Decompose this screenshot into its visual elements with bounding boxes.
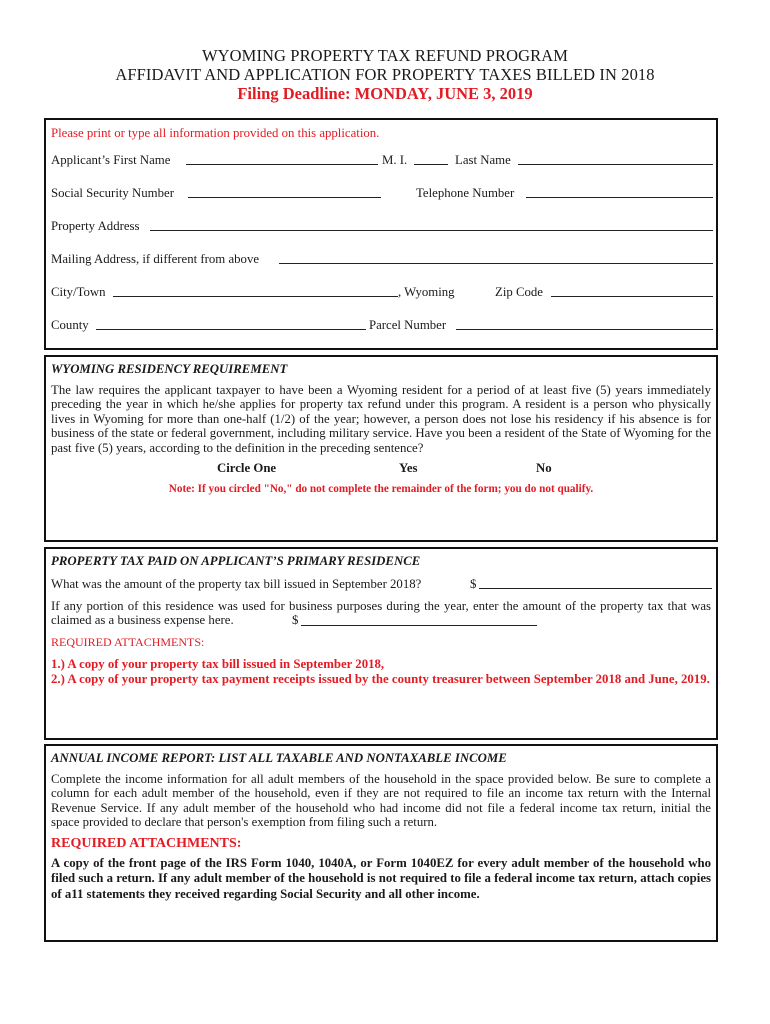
property-tax-section bbox=[44, 547, 718, 740]
attachment-2: 2.) A copy of your property tax payment receipts issued by the county treasurer between September 2018 and June, 2019. bbox=[51, 671, 710, 686]
county-field[interactable] bbox=[96, 318, 366, 330]
last-name-label: Last Name bbox=[455, 153, 511, 167]
residency-note: Note: If you circled "No," do not complete the remainder of the form; you do not qualify. bbox=[168, 483, 594, 496]
residency-section bbox=[44, 355, 718, 542]
instruction-text: Please print or type all information provided on this application. bbox=[51, 126, 380, 140]
state-text: , Wyoming bbox=[398, 285, 455, 299]
property-tax-title: PROPERTY TAX PAID ON APPLICANT’S PRIMARY RESIDENCE bbox=[51, 554, 421, 568]
ssn-row bbox=[51, 186, 711, 200]
phone-label: Telephone Number bbox=[416, 186, 515, 200]
tax-bill-amount-field[interactable] bbox=[479, 577, 712, 589]
dollar-sign-2: $ bbox=[292, 613, 299, 627]
ssn-label: Social Security Number bbox=[51, 186, 174, 200]
mailing-address-row bbox=[51, 252, 711, 266]
yes-option[interactable]: Yes bbox=[399, 461, 418, 476]
property-address-label: Property Address bbox=[51, 219, 140, 233]
required-attachments-label: REQUIRED ATTACHMENTS: bbox=[51, 634, 205, 649]
city-row bbox=[51, 285, 711, 299]
residency-body: The law requires the applicant taxpayer to have been a Wyoming resident for a period of at least five (5) years immediately preceding the year in which he/she applies for property tax refund under this program. A resident is a person who physically lives in Wyoming for more than one-half (1/2) of the year; however, a person does not lose his residency if his absence is for business of the state or federal government, including military service. Have you been a resident of the State of Wyoming for the past five (5) years, according to the definition in the preceding sentence? bbox=[51, 383, 711, 455]
attachment-1: 1.) A copy of your property tax bill issued in September 2018, bbox=[51, 656, 385, 671]
filing-deadline: Filing Deadline: MONDAY, JUNE 3, 2019 bbox=[237, 84, 533, 103]
circle-one-row bbox=[51, 461, 711, 475]
income-required-attachments-label: REQUIRED ATTACHMENTS: bbox=[51, 835, 242, 851]
parcel-label: Parcel Number bbox=[369, 318, 447, 332]
property-address-field[interactable] bbox=[150, 219, 713, 231]
ssn-field[interactable] bbox=[188, 186, 381, 198]
mailing-address-label: Mailing Address, if different from above bbox=[51, 252, 260, 266]
applicant-info-section bbox=[44, 118, 718, 350]
business-expense-question: If any portion of this residence was used for business purposes during the year, enter the amount of the property tax that was claimed as a business expense here. bbox=[51, 599, 711, 628]
mi-label: M. I. bbox=[382, 153, 408, 167]
business-expense-amount-field[interactable] bbox=[301, 614, 537, 626]
income-title: ANNUAL INCOME REPORT: LIST ALL TAXABLE AND NONTAXABLE INCOME bbox=[51, 751, 507, 765]
city-field[interactable] bbox=[113, 285, 398, 297]
property-address-row bbox=[51, 219, 711, 233]
form-title-line2: AFFIDAVIT AND APPLICATION FOR PROPERTY TAXES BILLED IN 2018 bbox=[115, 65, 655, 84]
mi-field[interactable] bbox=[414, 153, 448, 165]
county-label: County bbox=[51, 318, 89, 332]
parcel-field[interactable] bbox=[456, 318, 713, 330]
residency-title: WYOMING RESIDENCY REQUIREMENT bbox=[51, 362, 288, 376]
first-name-field[interactable] bbox=[186, 153, 378, 165]
dollar-sign: $ bbox=[470, 577, 477, 591]
tax-bill-question: What was the amount of the property tax bill issued in September 2018? bbox=[51, 577, 422, 591]
first-name-label: Applicant’s First Name bbox=[51, 153, 171, 167]
county-row bbox=[51, 318, 711, 332]
form-title-line1: WYOMING PROPERTY TAX REFUND PROGRAM bbox=[201, 46, 569, 65]
no-option[interactable]: No bbox=[536, 461, 552, 476]
income-attachment-text: A copy of the front page of the IRS Form 1040, 1040A, or Form 1040EZ for every adult member of the household who filed such a return. If any adult member of the household is not required to file a federal income tax return, attach copies of a11 statements they received regarding Social Security and all other income. bbox=[51, 855, 711, 901]
phone-field[interactable] bbox=[526, 186, 713, 198]
zip-label: Zip Code bbox=[495, 285, 543, 299]
tax-bill-row bbox=[51, 577, 711, 591]
form-header bbox=[0, 46, 770, 104]
last-name-field[interactable] bbox=[518, 153, 713, 165]
city-label: City/Town bbox=[51, 285, 106, 299]
income-section bbox=[44, 744, 718, 942]
circle-one-label: Circle One bbox=[217, 461, 277, 476]
business-expense-block bbox=[51, 599, 711, 628]
income-body: Complete the income information for all adult members of the household in the space provided below. Be sure to complete a column for each adult member of the household, even if they are not required to file an income tax return with the Internal Revenue Service. If any adult member of the household who had income did not file a federal income tax return, initial the space provided to declare that person's exemption from filing such a return. bbox=[51, 772, 711, 830]
name-row bbox=[51, 153, 711, 167]
zip-field[interactable] bbox=[551, 285, 713, 297]
mailing-address-field[interactable] bbox=[279, 252, 713, 264]
